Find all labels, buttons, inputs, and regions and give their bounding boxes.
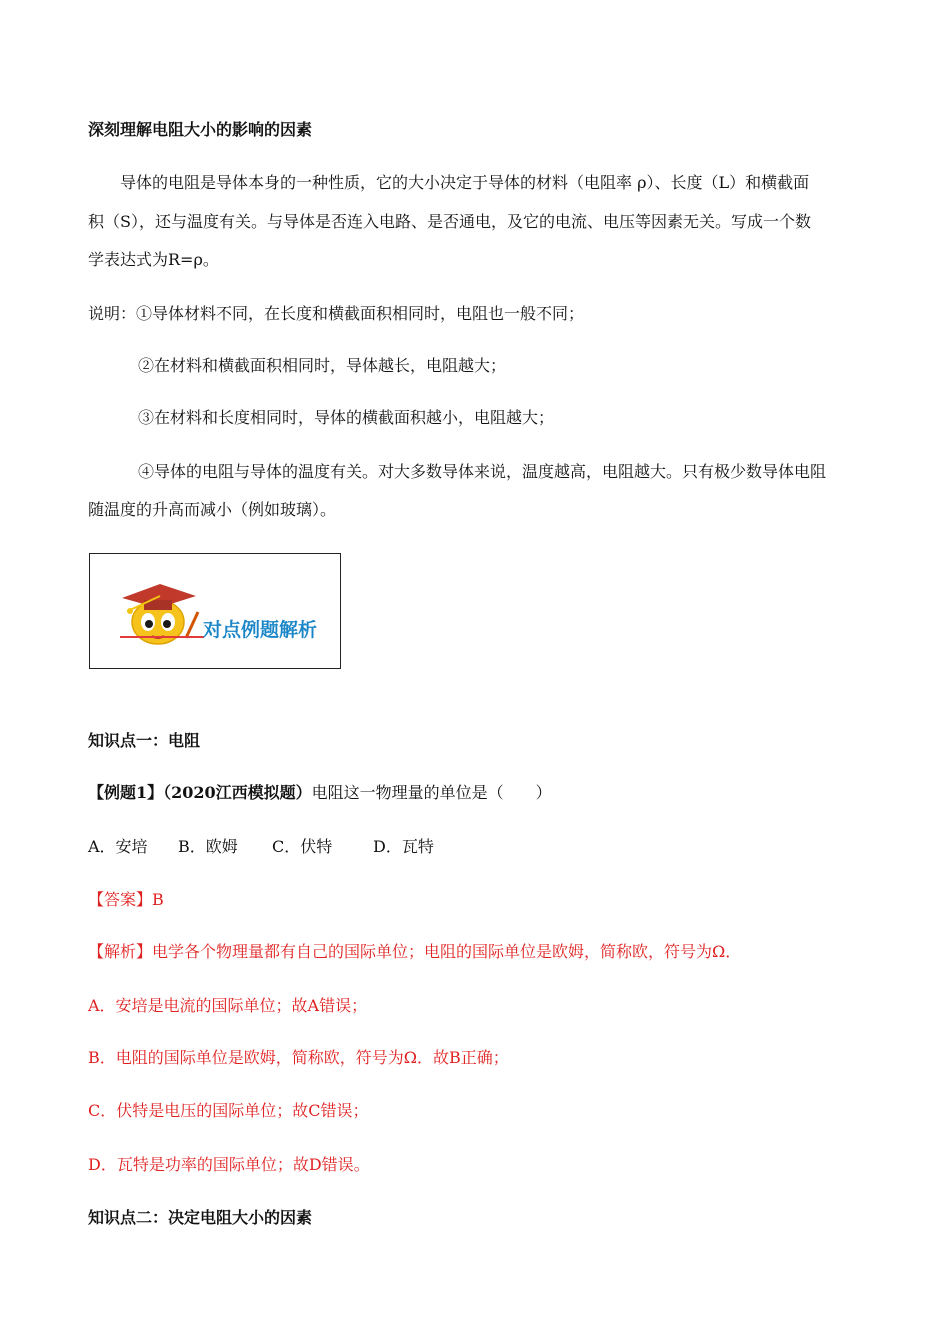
intro-line-1: 导体的电阻是导体本身的一种性质，它的大小决定于导体的材料（电阻率 ρ）、长度（L）和横截面: [120, 173, 810, 192]
option-c: C．伏特: [272, 837, 333, 856]
example-1-options: [88, 837, 434, 857]
note-2: ②在材料和横截面积相同时，导体越长，电阻越大；: [138, 356, 507, 375]
example-1-question: [88, 783, 552, 803]
analysis-text: 电学各个物理量都有自己的国际单位；电阻的国际单位是欧姆，简称欧，符号为Ω．: [152, 942, 742, 961]
badge-label: 对点例题解析: [203, 619, 318, 641]
graduation-cap-mascot-icon: [112, 564, 202, 654]
example-1-text: 电阻这一物理量的单位是（ ）: [311, 783, 552, 802]
analysis-b: B．电阻的国际单位是欧姆，简称欧，符号为Ω．故B正确；: [88, 1048, 509, 1067]
analysis-line: [88, 942, 741, 962]
example-1-tag: 【例题1】（2020江西模拟题）: [88, 783, 312, 802]
answer-line: [88, 890, 164, 910]
analysis-c: C．伏特是电压的国际单位；故C错误；: [88, 1101, 369, 1120]
option-b: B．欧姆: [178, 837, 238, 856]
note-3: ③在材料和长度相同时，导体的横截面积越小，电阻越大；: [138, 408, 555, 427]
section-title: 深刻理解电阻大小的影响的因素: [88, 120, 313, 139]
example-section-badge: [89, 553, 341, 669]
analysis-d: D．瓦特是功率的国际单位；故D错误。: [88, 1155, 370, 1174]
intro-line-2: 积（S），还与温度有关。与导体是否连入电路、是否通电，及它的电流、电压等因素无关。写成一个数: [88, 212, 811, 231]
option-a: A．安培: [88, 837, 148, 856]
answer-tag: 【答案】: [88, 890, 153, 909]
intro-line-3: 学表达式为R=ρ。: [88, 250, 219, 269]
badge-underline: [120, 636, 204, 638]
answer-value: B: [152, 890, 164, 909]
note-4b: 随温度的升高而减小（例如玻璃）。: [88, 500, 337, 519]
knowledge-point-2: 知识点二：决定电阻大小的因素: [88, 1208, 313, 1227]
analysis-tag: 【解析】: [88, 942, 153, 961]
analysis-a: A．安培是电流的国际单位；故A错误；: [88, 996, 368, 1015]
knowledge-point-1: 知识点一：电阻: [88, 731, 201, 750]
option-d: D．瓦特: [373, 837, 434, 856]
note-4a: ④导体的电阻与导体的温度有关。对大多数导体来说，温度越高，电阻越大。只有极少数导体电阻: [138, 462, 827, 481]
note-1: 说明：①导体材料不同，在长度和横截面积相同时，电阻也一般不同；: [88, 304, 585, 323]
